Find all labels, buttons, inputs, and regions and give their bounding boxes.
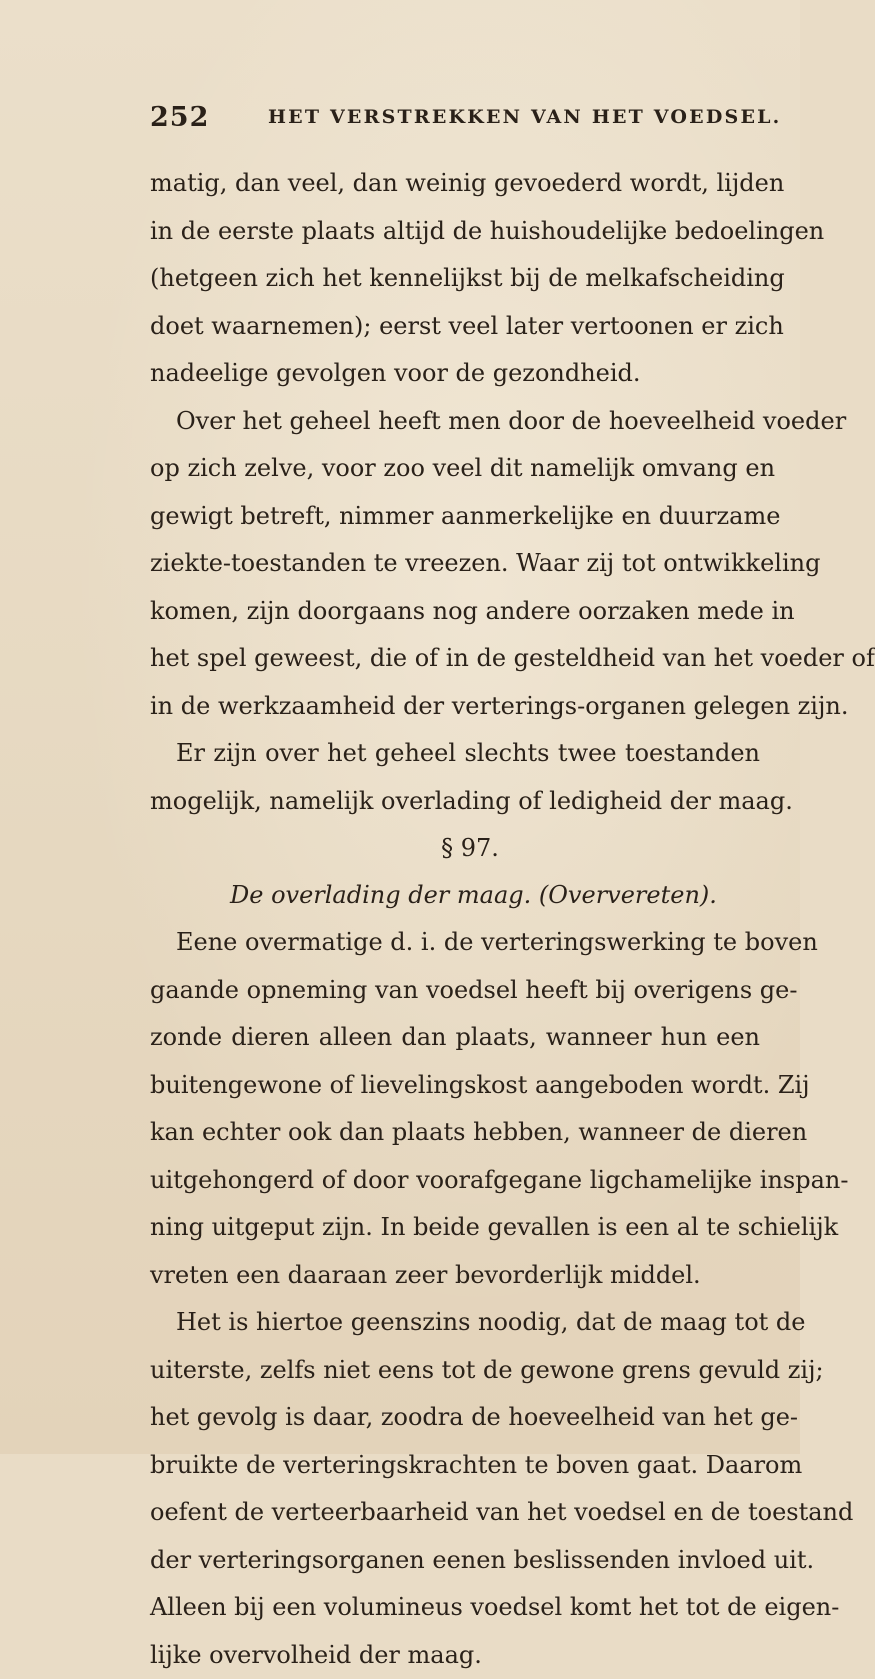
text-line: kan echter ook dan plaats hebben, wanneer de dieren: [150, 1109, 760, 1157]
text-line: bruikte de verteringskrachten te boven gaat. Daarom: [150, 1442, 760, 1490]
text-line: lijke overvolheid der maag.: [150, 1632, 760, 1679]
page-header: [150, 102, 770, 142]
text-line: buitengewone of lievelingskost aangeboden wordt. Zij: [150, 1062, 760, 1110]
text-line: matig, dan veel, dan weinig gevoederd wordt, lijden: [150, 160, 760, 208]
text-line: vreten een daaraan zeer bevorderlijk middel.: [150, 1252, 760, 1300]
running-title: HET VERSTREKKEN VAN HET VOEDSEL.: [268, 106, 782, 128]
section-title: De overlading der maag. (Oververeten).: [150, 872, 760, 919]
paragraph-4: [150, 919, 760, 1299]
text-line: gaande opneming van voedsel heeft bij overigens ge-: [150, 967, 760, 1015]
paragraph-3: [150, 730, 760, 825]
text-line: uitgehongerd of door voorafgegane ligchamelijke inspan-: [150, 1157, 760, 1205]
text-line: Alleen bij een volumineus voedsel komt het tot de eigen-: [150, 1584, 760, 1632]
text-line: Over het geheel heeft men door de hoeveelheid voeder: [150, 398, 760, 446]
section-number: § 97.: [150, 825, 760, 872]
text-line: Eene overmatige d. i. de verteringswerking te boven: [150, 919, 760, 967]
page-number: 252: [150, 102, 209, 133]
text-line: der verteringsorganen eenen beslissenden invloed uit.: [150, 1537, 760, 1585]
text-line: gewigt betreft, nimmer aanmerkelijke en duurzame: [150, 493, 760, 541]
text-line: komen, zijn doorgaans nog andere oorzaken mede in: [150, 588, 760, 636]
text-line: uiterste, zelfs niet eens tot de gewone grens gevuld zij;: [150, 1347, 760, 1395]
paragraph-2: [150, 398, 760, 731]
text-line: doet waarnemen); eerst veel later vertoonen er zich: [150, 303, 760, 351]
text-line: (hetgeen zich het kennelijkst bij de melkafscheiding: [150, 255, 760, 303]
text-line: ning uitgeput zijn. In beide gevallen is een al te schielijk: [150, 1204, 760, 1252]
text-line: het spel geweest, die of in de gesteldheid van het voeder of: [150, 635, 760, 683]
text-line: Het is hiertoe geenszins noodig, dat de maag tot de: [150, 1299, 760, 1347]
text-line: ziekte-toestanden te vreezen. Waar zij tot ontwikkeling: [150, 540, 760, 588]
text-line: zonde dieren alleen dan plaats, wanneer hun een: [150, 1014, 760, 1062]
text-line: Er zijn over het geheel slechts twee toestanden: [150, 730, 760, 778]
text-line: in de werkzaamheid der verterings-organen gelegen zijn.: [150, 683, 760, 731]
text-line: mogelijk, namelijk overlading of ledigheid der maag.: [150, 778, 760, 826]
paragraph-1: [150, 160, 760, 398]
paragraph-5: [150, 1299, 760, 1679]
text-line: nadeelige gevolgen voor de gezondheid.: [150, 350, 760, 398]
text-line: oefent de verteerbaarheid van het voedsel en de toestand: [150, 1489, 760, 1537]
text-line: op zich zelve, voor zoo veel dit namelijk omvang en: [150, 445, 760, 493]
text-line: in de eerste plaats altijd de huishoudelijke bedoelingen: [150, 208, 760, 256]
text-line: het gevolg is daar, zoodra de hoeveelheid van het ge-: [150, 1394, 760, 1442]
body-text: [150, 160, 760, 1679]
